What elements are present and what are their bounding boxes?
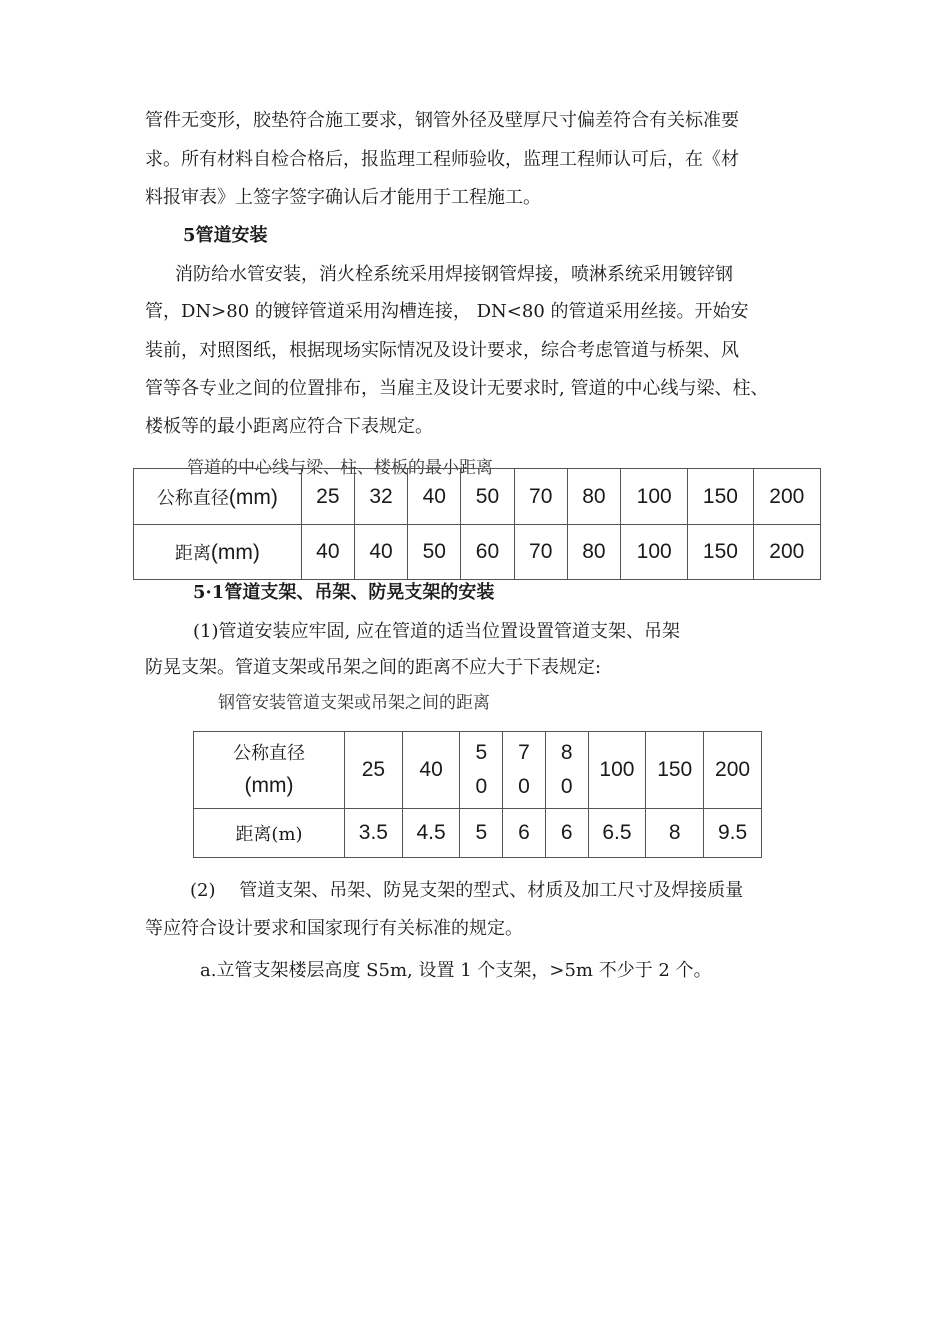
table-cell: 6.5 bbox=[588, 809, 646, 858]
table-cell: 80 bbox=[567, 525, 620, 580]
table-1-caption: 管道的中心线与梁、柱、楼板的最小距离 bbox=[187, 458, 493, 478]
paragraph-2-line-4: 管等各专业之间的位置排布，当雇主及设计无要求时, 管道的中心线与梁、柱、 bbox=[145, 378, 769, 399]
paragraph-2-line-2: 管，DN>80 的镀锌管道采用沟槽连接， DN<80 的管道采用丝接。开始安 bbox=[145, 301, 749, 322]
table-header-cell: 距离(m) bbox=[194, 809, 345, 858]
table-cell: 25 bbox=[301, 469, 354, 525]
table-cell: 100 bbox=[588, 732, 646, 809]
table-cell: 9.5 bbox=[704, 809, 762, 858]
list-item-a: a.立管支架楼层高度 S5m, 设置 1 个支架，>5m 不少于 2 个。 bbox=[200, 960, 712, 981]
table-cell: 100 bbox=[621, 469, 688, 525]
table-2-caption: 钢管安装管道支架或吊架之间的距离 bbox=[218, 693, 490, 713]
table-cell: 6 bbox=[545, 809, 588, 858]
table-cell: 150 bbox=[688, 469, 753, 525]
table-cell bbox=[503, 732, 546, 809]
table-cell: 60 bbox=[461, 525, 514, 580]
table-cell: 40 bbox=[354, 525, 407, 580]
paragraph-1-line-3: 料报审表》上签字签字确认后才能用于工程施工。 bbox=[145, 187, 541, 208]
table-cell: 25 bbox=[345, 732, 403, 809]
table-cell: 6 bbox=[503, 809, 546, 858]
paragraph-3-line-2: 防晃支架。管道支架或吊架之间的距离不应大于下表规定: bbox=[145, 657, 602, 678]
table-header-cell bbox=[134, 525, 302, 580]
table-cell: 40 bbox=[408, 469, 461, 525]
table-cell: 100 bbox=[621, 525, 688, 580]
row-label: 距离 bbox=[174, 543, 211, 564]
section-heading-5-1: 5·1管道支架、吊架、防晃支架的安装 bbox=[193, 582, 495, 603]
row-label: 公称直径 bbox=[156, 487, 229, 509]
paragraph-4-line-1: (2) 管道支架、吊架、防晃支架的型式、材质及加工尺寸及焊接质量 bbox=[190, 880, 744, 901]
row-unit: (mm) bbox=[210, 541, 260, 564]
table-cell: 50 bbox=[408, 525, 461, 580]
table-cell: 32 bbox=[354, 469, 407, 525]
table-cell: 70 bbox=[514, 469, 567, 525]
cell-text: 50 bbox=[475, 741, 488, 798]
min-distance-table bbox=[133, 468, 821, 580]
table-cell: 40 bbox=[301, 525, 354, 580]
paragraph-1-line-1: 管件无变形，胶垫符合施工要求，钢管外径及壁厚尺寸偏差符合有关标准要 bbox=[145, 110, 739, 131]
table-cell: 5 bbox=[460, 809, 503, 858]
table-row bbox=[194, 732, 762, 809]
table-cell: 40 bbox=[402, 732, 460, 809]
table-cell: 50 bbox=[461, 469, 514, 525]
table-cell: 3.5 bbox=[345, 809, 403, 858]
cell-text: 70 bbox=[518, 741, 530, 798]
paragraph-2-line-3: 装前，对照图纸，根据现场实际情况及设计要求，综合考虑管道与桥架、风 bbox=[145, 340, 739, 361]
table-row bbox=[194, 809, 762, 858]
table-cell: 200 bbox=[753, 525, 820, 580]
paragraph-2-line-1: 消防给水管安装，消火栓系统采用焊接钢管焊接，喷淋系统采用镀锌钢 bbox=[175, 264, 733, 285]
paragraph-2-line-5: 楼板等的最小距离应符合下表规定。 bbox=[145, 416, 433, 437]
table-cell: 200 bbox=[704, 732, 762, 809]
table-row bbox=[134, 469, 821, 525]
row-unit: (mm) bbox=[244, 774, 294, 797]
paragraph-4-line-2: 等应符合设计要求和国家现行有关标准的规定。 bbox=[145, 918, 523, 939]
table-row bbox=[134, 525, 821, 580]
table-cell: 80 bbox=[567, 469, 620, 525]
section-heading-5: 5管道安装 bbox=[183, 225, 268, 246]
table-cell bbox=[460, 732, 503, 809]
row-unit: (mm) bbox=[228, 485, 278, 509]
table-cell: 4.5 bbox=[402, 809, 460, 858]
table-header-cell bbox=[134, 469, 302, 525]
paragraph-1-line-2: 求。所有材料自检合格后，报监理工程师验收，监理工程师认可后，在《材 bbox=[145, 149, 739, 170]
table-cell: 150 bbox=[688, 525, 753, 580]
table-header-cell bbox=[194, 732, 345, 809]
support-spacing-table bbox=[193, 731, 762, 858]
row-label: 公称直径 bbox=[233, 743, 305, 764]
table-cell: 70 bbox=[514, 525, 567, 580]
paragraph-3-line-1: (1)管道安装应牢固, 应在管道的适当位置设置管道支架、吊架 bbox=[193, 621, 680, 642]
table-cell: 150 bbox=[646, 732, 704, 809]
table-cell bbox=[545, 732, 588, 809]
cell-text: 80 bbox=[560, 741, 573, 798]
table-cell: 200 bbox=[753, 469, 820, 525]
table-cell: 8 bbox=[646, 809, 704, 858]
